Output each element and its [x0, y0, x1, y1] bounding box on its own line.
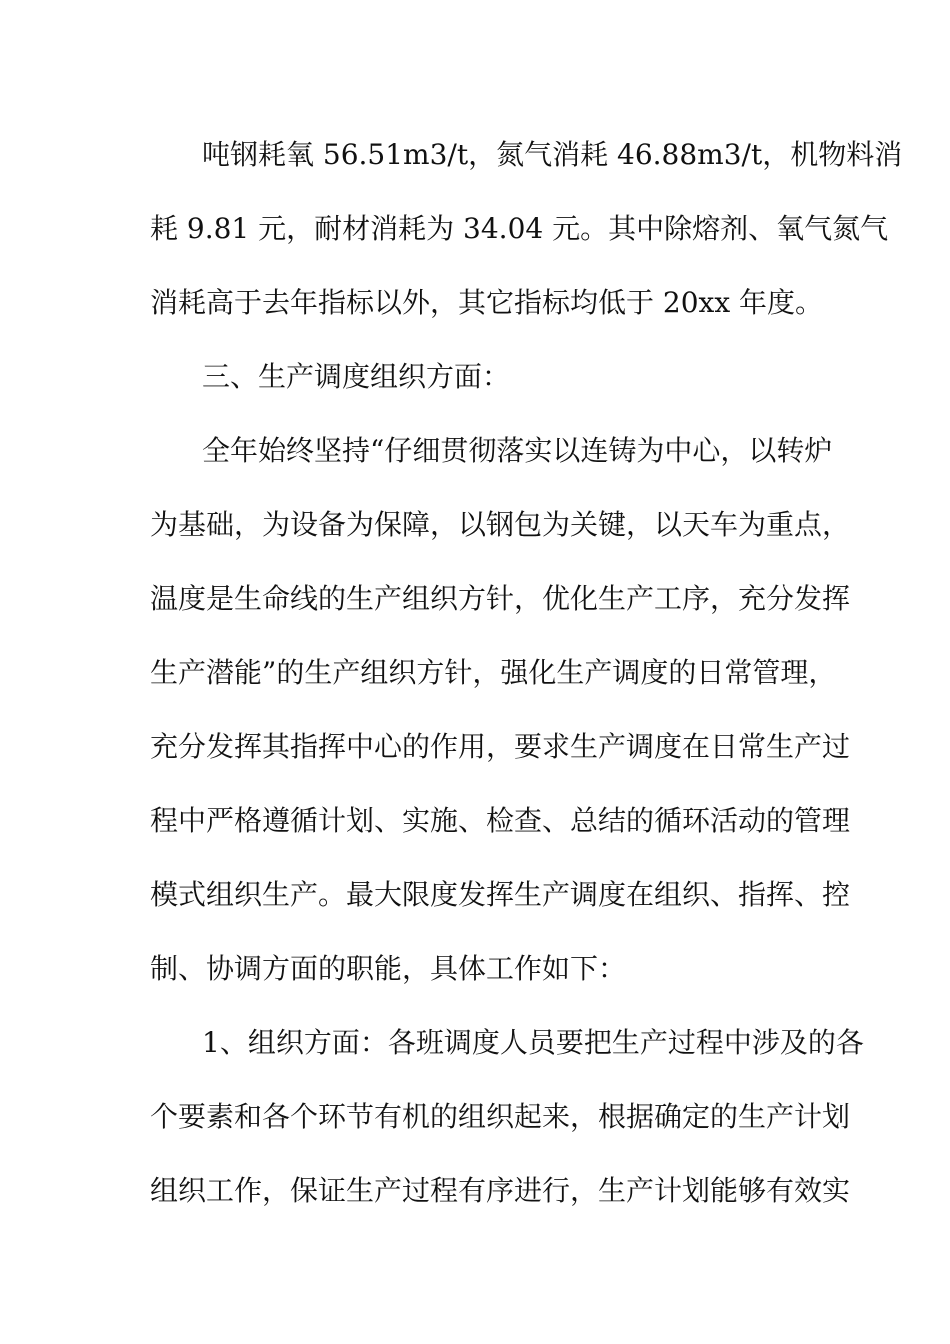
text-line-13: 1、组织方面：各班调度人员要把生产过程中涉及的各	[202, 1026, 864, 1059]
text-line-8: 生产潜能”的生产组织方针，强化生产调度的日常管理，	[150, 656, 837, 689]
text-line-11: 模式组织生产。最大限度发挥生产调度在组织、指挥、控	[150, 878, 851, 911]
text-line-6: 为基础，为设备为保障，以钢包为关键，以天车为重点，	[150, 508, 851, 541]
text-line-14: 个要素和各个环节有机的组织起来，根据确定的生产计划	[150, 1100, 851, 1133]
text-line-1: 吨钢耗氧 56.51m3/t，氮气消耗 46.88m3/t，机物料消	[202, 138, 903, 171]
text-line-2: 耗 9.81 元，耐材消耗为 34.04 元。其中除熔剂、氧气氮气	[150, 212, 889, 245]
text-line-10: 程中严格遵循计划、实施、检查、总结的循环活动的管理	[150, 804, 851, 837]
text-line-3: 消耗高于去年指标以外，其它指标均低于 20xx 年度。	[150, 286, 824, 319]
text-line-5: 全年始终坚持“仔细贯彻落实以连铸为中心，以转炉	[202, 434, 833, 467]
text-line-7: 温度是生命线的生产组织方针，优化生产工序，充分发挥	[150, 582, 851, 615]
text-line-9: 充分发挥其指挥中心的作用，要求生产调度在日常生产过	[150, 730, 851, 763]
text-line-12: 制、协调方面的职能，具体工作如下：	[150, 952, 627, 985]
section-heading: 三、生产调度组织方面：	[202, 360, 511, 393]
text-line-15: 组织工作，保证生产过程有序进行，生产计划能够有效实	[150, 1174, 851, 1207]
